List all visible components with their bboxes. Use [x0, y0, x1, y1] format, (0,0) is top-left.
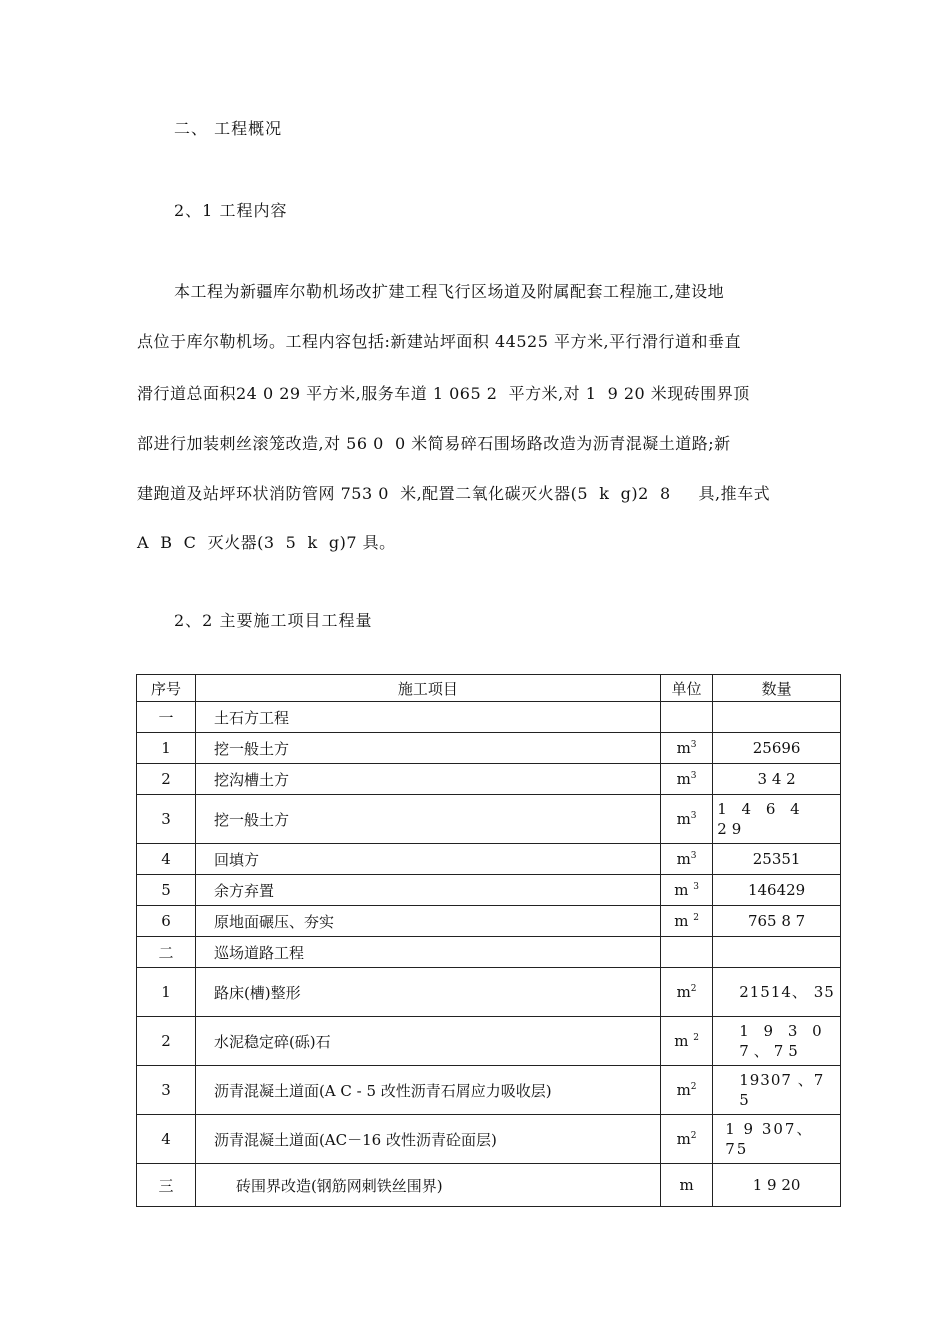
row-unit: $m^3$ — [660, 764, 712, 795]
row-item: 挖沟槽土方 — [195, 764, 660, 795]
row-no: 2 — [137, 764, 196, 795]
row-unit: m — [660, 1164, 712, 1207]
row-unit: m $^2$ — [660, 1017, 712, 1066]
table-row — [137, 1066, 841, 1115]
row-item: 挖一般土方 — [195, 795, 660, 844]
row-qty: 1 9 3 0 7、75 — [713, 1017, 841, 1066]
row-qty: 765 8 7 — [713, 906, 841, 937]
row-unit — [660, 937, 712, 968]
row-qty: 1 9 307、75 — [713, 1115, 841, 1164]
table-row — [137, 733, 841, 764]
row-no: 2 — [137, 1017, 196, 1066]
row-no: 1 — [137, 968, 196, 1017]
row-no: 4 — [137, 844, 196, 875]
table-row — [137, 1017, 841, 1066]
row-qty: 1 9 20 — [713, 1164, 841, 1207]
row-item: 砖围界改造(钢筋网刺铁丝围界) — [195, 1164, 660, 1207]
header-qty: 数量 — [713, 675, 841, 702]
table-row — [137, 968, 841, 1017]
table-header-row — [137, 675, 841, 702]
row-item: 水泥稳定碎(砾)石 — [195, 1017, 660, 1066]
header-unit: 单位 — [660, 675, 712, 702]
row-qty — [713, 702, 841, 733]
header-no: 序号 — [137, 675, 196, 702]
row-qty: 25351 — [713, 844, 841, 875]
row-no: 3 — [137, 795, 196, 844]
row-unit: m $^3$ — [660, 875, 712, 906]
row-no: 5 — [137, 875, 196, 906]
row-qty — [713, 937, 841, 968]
row-qty: 146429 — [713, 875, 841, 906]
paragraph-line: 点位于库尔勒机场。工程内容包括:新建站坪面积 44525 平方米,平行滑行道和垂直 — [137, 332, 742, 351]
row-qty: 21514、 35 — [713, 968, 841, 1017]
subsection-heading-content: 2、1 工程内容 — [174, 201, 288, 220]
table-row — [137, 764, 841, 795]
section-heading: 二、 工程概况 — [174, 119, 283, 138]
row-qty: 3 4 2 — [713, 764, 841, 795]
table-row — [137, 906, 841, 937]
row-qty: 25696 — [713, 733, 841, 764]
row-unit: $m^3$ — [660, 733, 712, 764]
row-unit: $m^2$ — [660, 968, 712, 1017]
table-row — [137, 1164, 841, 1207]
row-unit: $m^3$ — [660, 795, 712, 844]
row-no: 4 — [137, 1115, 196, 1164]
row-no: 一 — [137, 702, 196, 733]
table-row — [137, 1115, 841, 1164]
table-row — [137, 844, 841, 875]
row-item: 挖一般土方 — [195, 733, 660, 764]
subsection-heading-quantities: 2、2 主要施工项目工程量 — [174, 611, 373, 630]
table-row — [137, 937, 841, 968]
row-unit: $m^2$ — [660, 1066, 712, 1115]
row-item: 原地面碾压、夯实 — [195, 906, 660, 937]
row-item: 沥青混凝土道面(AC－16 改性沥青砼面层) — [195, 1115, 660, 1164]
row-item: 回填方 — [195, 844, 660, 875]
paragraph-line: 建跑道及站坪环状消防管网 753 0 米,配置二氧化碳灭火器(5 k g)2 8 具,推车式 — [137, 484, 771, 503]
row-no: 二 — [137, 937, 196, 968]
row-item: 土石方工程 — [195, 702, 660, 733]
quantities-table — [136, 674, 841, 1207]
header-item: 施工项目 — [195, 675, 660, 702]
paragraph-line: 部进行加装刺丝滚笼改造,对 56 0 0 米简易碎石围场路改造为沥青混凝土道路;新 — [137, 434, 731, 453]
row-unit: $m^2$ — [660, 1115, 712, 1164]
paragraph-line: 本工程为新疆库尔勒机场改扩建工程飞行区场道及附属配套工程施工,建设地 — [174, 282, 725, 301]
table-row — [137, 795, 841, 844]
row-qty: 1 4 6 4 29 — [713, 795, 841, 844]
row-unit: m $^2$ — [660, 906, 712, 937]
row-item: 巡场道路工程 — [195, 937, 660, 968]
row-item: 路床(槽)整形 — [195, 968, 660, 1017]
row-no: 6 — [137, 906, 196, 937]
row-no: 三 — [137, 1164, 196, 1207]
row-no: 3 — [137, 1066, 196, 1115]
table-row — [137, 702, 841, 733]
row-qty: 19307 、7 5 — [713, 1066, 841, 1115]
paragraph-line: A B C 灭火器(3 5 k g)7 具。 — [137, 533, 396, 552]
row-unit: $m^3$ — [660, 844, 712, 875]
paragraph-line: 滑行道总面积24 0 29 平方米,服务车道 1 065 2 平方米,对 1 9 20 米现砖围界顶 — [137, 384, 750, 403]
row-item: 余方弃置 — [195, 875, 660, 906]
row-unit — [660, 702, 712, 733]
table-row — [137, 875, 841, 906]
row-item: 沥青混凝土道面(A C - 5 改性沥青石屑应力吸收层) — [195, 1066, 660, 1115]
row-no: 1 — [137, 733, 196, 764]
